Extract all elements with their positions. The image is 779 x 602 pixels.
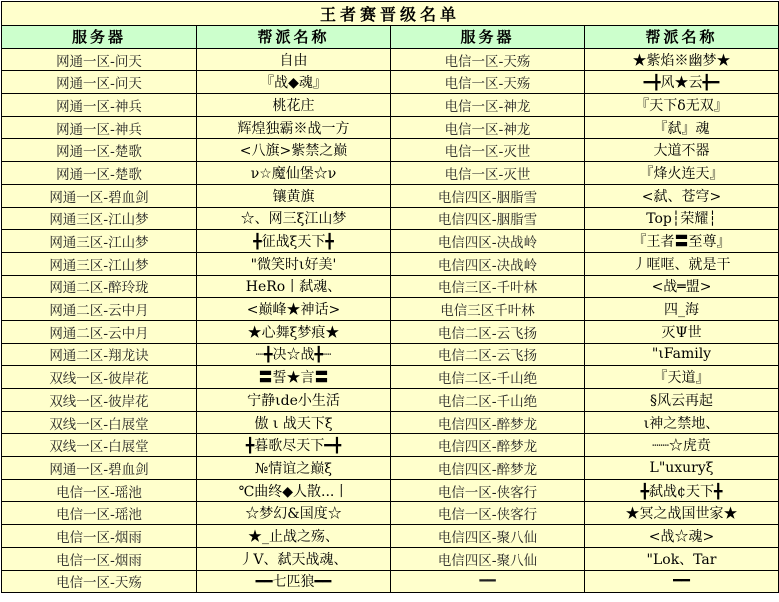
cell-server-left: 双线一区-白展堂 [2, 434, 197, 457]
cell-guild-left: ν☆魔仙堡☆ν [197, 162, 391, 185]
cell-guild-left: HeRo丨弑魂、 [197, 275, 391, 298]
table-row [2, 71, 779, 94]
cell-server-left: 双线一区-彼岸花 [2, 366, 197, 389]
cell-guild-left: ☆、网三ξ江山梦 [197, 207, 391, 230]
table-row [2, 184, 779, 207]
cell-server-right: 电信一区-神龙 [391, 116, 585, 139]
cell-guild-left: 傲 ι 战天下ξ [197, 411, 391, 434]
title-row [2, 2, 779, 26]
header-guild-1: 帮派名称 [197, 26, 391, 49]
table-row [2, 275, 779, 298]
cell-guild-left: <巅峰★神话> [197, 298, 391, 321]
cell-guild-left: 自由 [197, 48, 391, 71]
cell-server-right: 电信四区-胭脂雪 [391, 207, 585, 230]
cell-guild-right: 大道不器 [585, 139, 779, 162]
cell-guild-left: ┈╋决☆战╋┈ [197, 343, 391, 366]
table-row [2, 139, 779, 162]
table-row [2, 389, 779, 412]
cell-server-right: 电信一区-侠客行 [391, 502, 585, 525]
cell-guild-right: ━╋风★云╋━ [585, 71, 779, 94]
cell-server-left: 网通二区-云中月 [2, 298, 197, 321]
table-row [2, 230, 779, 253]
cell-guild-right: "Lok、Tar [585, 547, 779, 570]
cell-guild-left: №情谊之巅ξ [197, 457, 391, 480]
cell-guild-right: 『王者〓至尊』 [585, 230, 779, 253]
cell-guild-left: 镶黄旗 [197, 184, 391, 207]
table-row [2, 547, 779, 570]
cell-guild-right: 丿哐哐、就是干 [585, 252, 779, 275]
table-row [2, 434, 779, 457]
cell-server-right: 电信二区-千山绝 [391, 389, 585, 412]
cell-server-left: 网通一区-问天 [2, 71, 197, 94]
cell-server-left: 网通一区-楚歌 [2, 139, 197, 162]
cell-server-right: 电信四区-醉梦龙 [391, 411, 585, 434]
cell-guild-right: ╋弑战¢天下╋ [585, 479, 779, 502]
table-row [2, 94, 779, 117]
cell-server-left: 网通一区-问天 [2, 48, 197, 71]
cell-server-left: 电信一区-烟雨 [2, 525, 197, 548]
cell-server-right: 电信一区-灭世 [391, 162, 585, 185]
table-body [2, 2, 779, 593]
cell-server-right: 电信一区-侠客行 [391, 479, 585, 502]
cell-guild-left: ℃曲终◆人散...丨 [197, 479, 391, 502]
table-row [2, 570, 779, 593]
cell-guild-right: ━━ [585, 570, 779, 593]
cell-server-left: 网通三区-江山梦 [2, 252, 197, 275]
table-row [2, 479, 779, 502]
cell-guild-left: ╋暮歌尽天下━╋ [197, 434, 391, 457]
table-row [2, 525, 779, 548]
cell-server-right: 电信四区-醉梦龙 [391, 457, 585, 480]
cell-server-left: 双线一区-白展堂 [2, 411, 197, 434]
cell-server-left: 网通一区-神兵 [2, 94, 197, 117]
cell-server-right: 电信四区-决战岭 [391, 230, 585, 253]
header-server-1: 服务器 [2, 26, 197, 49]
cell-server-left: 网通三区-江山梦 [2, 207, 197, 230]
cell-server-right: 电信四区-聚八仙 [391, 547, 585, 570]
cell-guild-left: ★_止战之殇、 [197, 525, 391, 548]
table-row [2, 411, 779, 434]
header-row [2, 26, 779, 49]
cell-server-right: 电信三区-千叶林 [391, 275, 585, 298]
cell-server-right: 电信一区-灭世 [391, 139, 585, 162]
cell-server-left: 网通二区-醉玲珑 [2, 275, 197, 298]
cell-guild-left: 『战◆魂』 [197, 71, 391, 94]
promotion-table [1, 1, 779, 593]
cell-guild-right: <战☆魂> [585, 525, 779, 548]
cell-server-left: 电信一区-瑶池 [2, 479, 197, 502]
cell-server-right: 电信二区-云飞扬 [391, 343, 585, 366]
cell-guild-left: ╋征战ξ天下╋ [197, 230, 391, 253]
cell-server-left: 网通一区-楚歌 [2, 162, 197, 185]
cell-guild-left: ★心舞ξ梦痕★ [197, 320, 391, 343]
header-guild-2: 帮派名称 [585, 26, 779, 49]
cell-server-left: 网通二区-云中月 [2, 320, 197, 343]
cell-server-right: 电信三区千叶林 [391, 298, 585, 321]
table-row [2, 252, 779, 275]
cell-guild-right: 四_海 [585, 298, 779, 321]
table-title: 王者赛晋级名单 [2, 2, 779, 26]
cell-server-right: 电信二区-云飞扬 [391, 320, 585, 343]
table-row [2, 48, 779, 71]
cell-server-right: 电信一区-神龙 [391, 94, 585, 117]
table-row [2, 162, 779, 185]
header-server-2: 服务器 [391, 26, 585, 49]
cell-guild-right: <战═盟> [585, 275, 779, 298]
cell-server-right: 电信四区-决战岭 [391, 252, 585, 275]
cell-guild-right: 灭Ψ世 [585, 320, 779, 343]
cell-server-left: 网通一区-神兵 [2, 116, 197, 139]
cell-server-right: 电信一区-天殇 [391, 71, 585, 94]
cell-guild-left: 〓誓★言〓 [197, 366, 391, 389]
cell-guild-left: 宁静ιde小生活 [197, 389, 391, 412]
cell-guild-right: ★冥之战国世家★ [585, 502, 779, 525]
cell-guild-left: <八旗>紫禁之巅 [197, 139, 391, 162]
cell-guild-left: 丿V、弑天战魂、 [197, 547, 391, 570]
cell-server-left: 双线一区-彼岸花 [2, 389, 197, 412]
cell-guild-right: <弑、苍穹> [585, 184, 779, 207]
table-row [2, 343, 779, 366]
cell-server-left: 网通二区-翔龙诀 [2, 343, 197, 366]
table-row [2, 298, 779, 321]
cell-server-right: ━━ [391, 570, 585, 593]
cell-server-left: 电信一区-瑶池 [2, 502, 197, 525]
cell-guild-right: "ιFamily [585, 343, 779, 366]
table-row [2, 320, 779, 343]
cell-server-left: 电信一区-烟雨 [2, 547, 197, 570]
cell-guild-left: 辉煌独霸※战一方 [197, 116, 391, 139]
cell-guild-right: Top┆荣耀┆ [585, 207, 779, 230]
table-row [2, 207, 779, 230]
cell-guild-left: 桃花庄 [197, 94, 391, 117]
cell-server-right: 电信二区-千山绝 [391, 366, 585, 389]
cell-server-right: 电信四区-醉梦龙 [391, 434, 585, 457]
cell-server-right: 电信一区-天殇 [391, 48, 585, 71]
table-row [2, 116, 779, 139]
cell-server-right: 电信四区-聚八仙 [391, 525, 585, 548]
cell-guild-right: L"uxuryξ [585, 457, 779, 480]
table-row [2, 366, 779, 389]
cell-guild-left: "微笑时ι好美' [197, 252, 391, 275]
cell-server-left: 电信一区-天殇 [2, 570, 197, 593]
cell-server-left: 网通三区-江山梦 [2, 230, 197, 253]
cell-server-left: 网通一区-碧血剑 [2, 457, 197, 480]
cell-guild-left: ☆梦幻&国度☆ [197, 502, 391, 525]
cell-guild-right: §风云再起 [585, 389, 779, 412]
cell-guild-right: ★紫焰※幽梦★ [585, 48, 779, 71]
table-row [2, 502, 779, 525]
cell-guild-right: 『烽火连天』 [585, 162, 779, 185]
cell-server-right: 电信四区-胭脂雪 [391, 184, 585, 207]
cell-guild-right: 『天下δ无双』 [585, 94, 779, 117]
table-row [2, 457, 779, 480]
cell-guild-right: 『弑』魂 [585, 116, 779, 139]
cell-guild-right: ┈┈☆虎贲 [585, 434, 779, 457]
cell-guild-left: ━━七匹狼━━ [197, 570, 391, 593]
cell-guild-right: ι神之禁地、 [585, 411, 779, 434]
cell-server-left: 网通一区-碧血剑 [2, 184, 197, 207]
cell-guild-right: 『天道』 [585, 366, 779, 389]
